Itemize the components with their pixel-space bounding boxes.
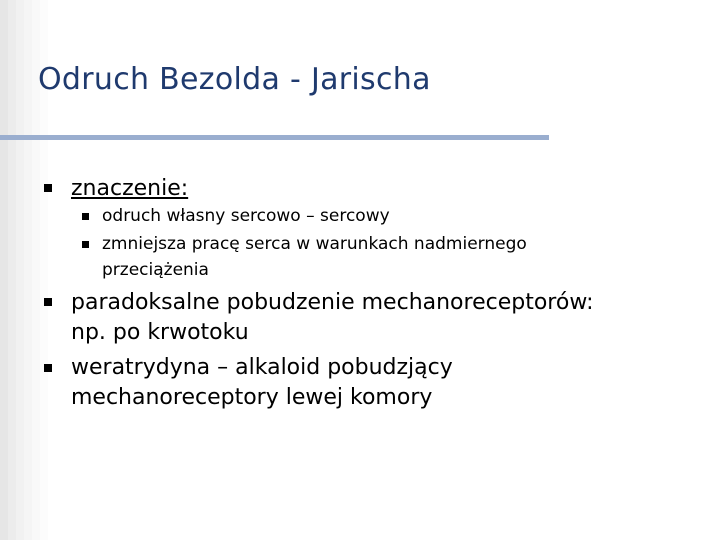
bullet-2-line-1: paradoksalne pobudzenie mechanoreceptorów: <box>71 290 594 315</box>
bullet-3-line-1: weratrydyna – alkaloid pobudzjący <box>71 355 453 380</box>
sub-bullet-1-text: odruch własny sercowo – sercowy <box>102 206 390 226</box>
bullet-square-icon <box>44 298 52 306</box>
title-underline-rule <box>0 135 549 140</box>
bullet-square-icon <box>44 184 52 192</box>
bullet-2-line-2: np. po krwotoku <box>71 320 249 345</box>
sub-bullet-2-line-2: przeciążenia <box>102 260 209 280</box>
bullet-3-line-2: mechanoreceptory lewej komory <box>71 385 433 410</box>
sub-bullet-2-line-1: zmniejsza pracę serca w warunkach nadmiernego <box>102 234 527 254</box>
sub-bullet-square-icon <box>82 213 89 220</box>
bullet-square-icon <box>44 364 52 372</box>
sub-bullet-square-icon <box>82 241 89 248</box>
bullet-1-text: znaczenie: <box>71 176 189 201</box>
slide-title: Odruch Bezolda - Jarischa <box>38 62 431 97</box>
